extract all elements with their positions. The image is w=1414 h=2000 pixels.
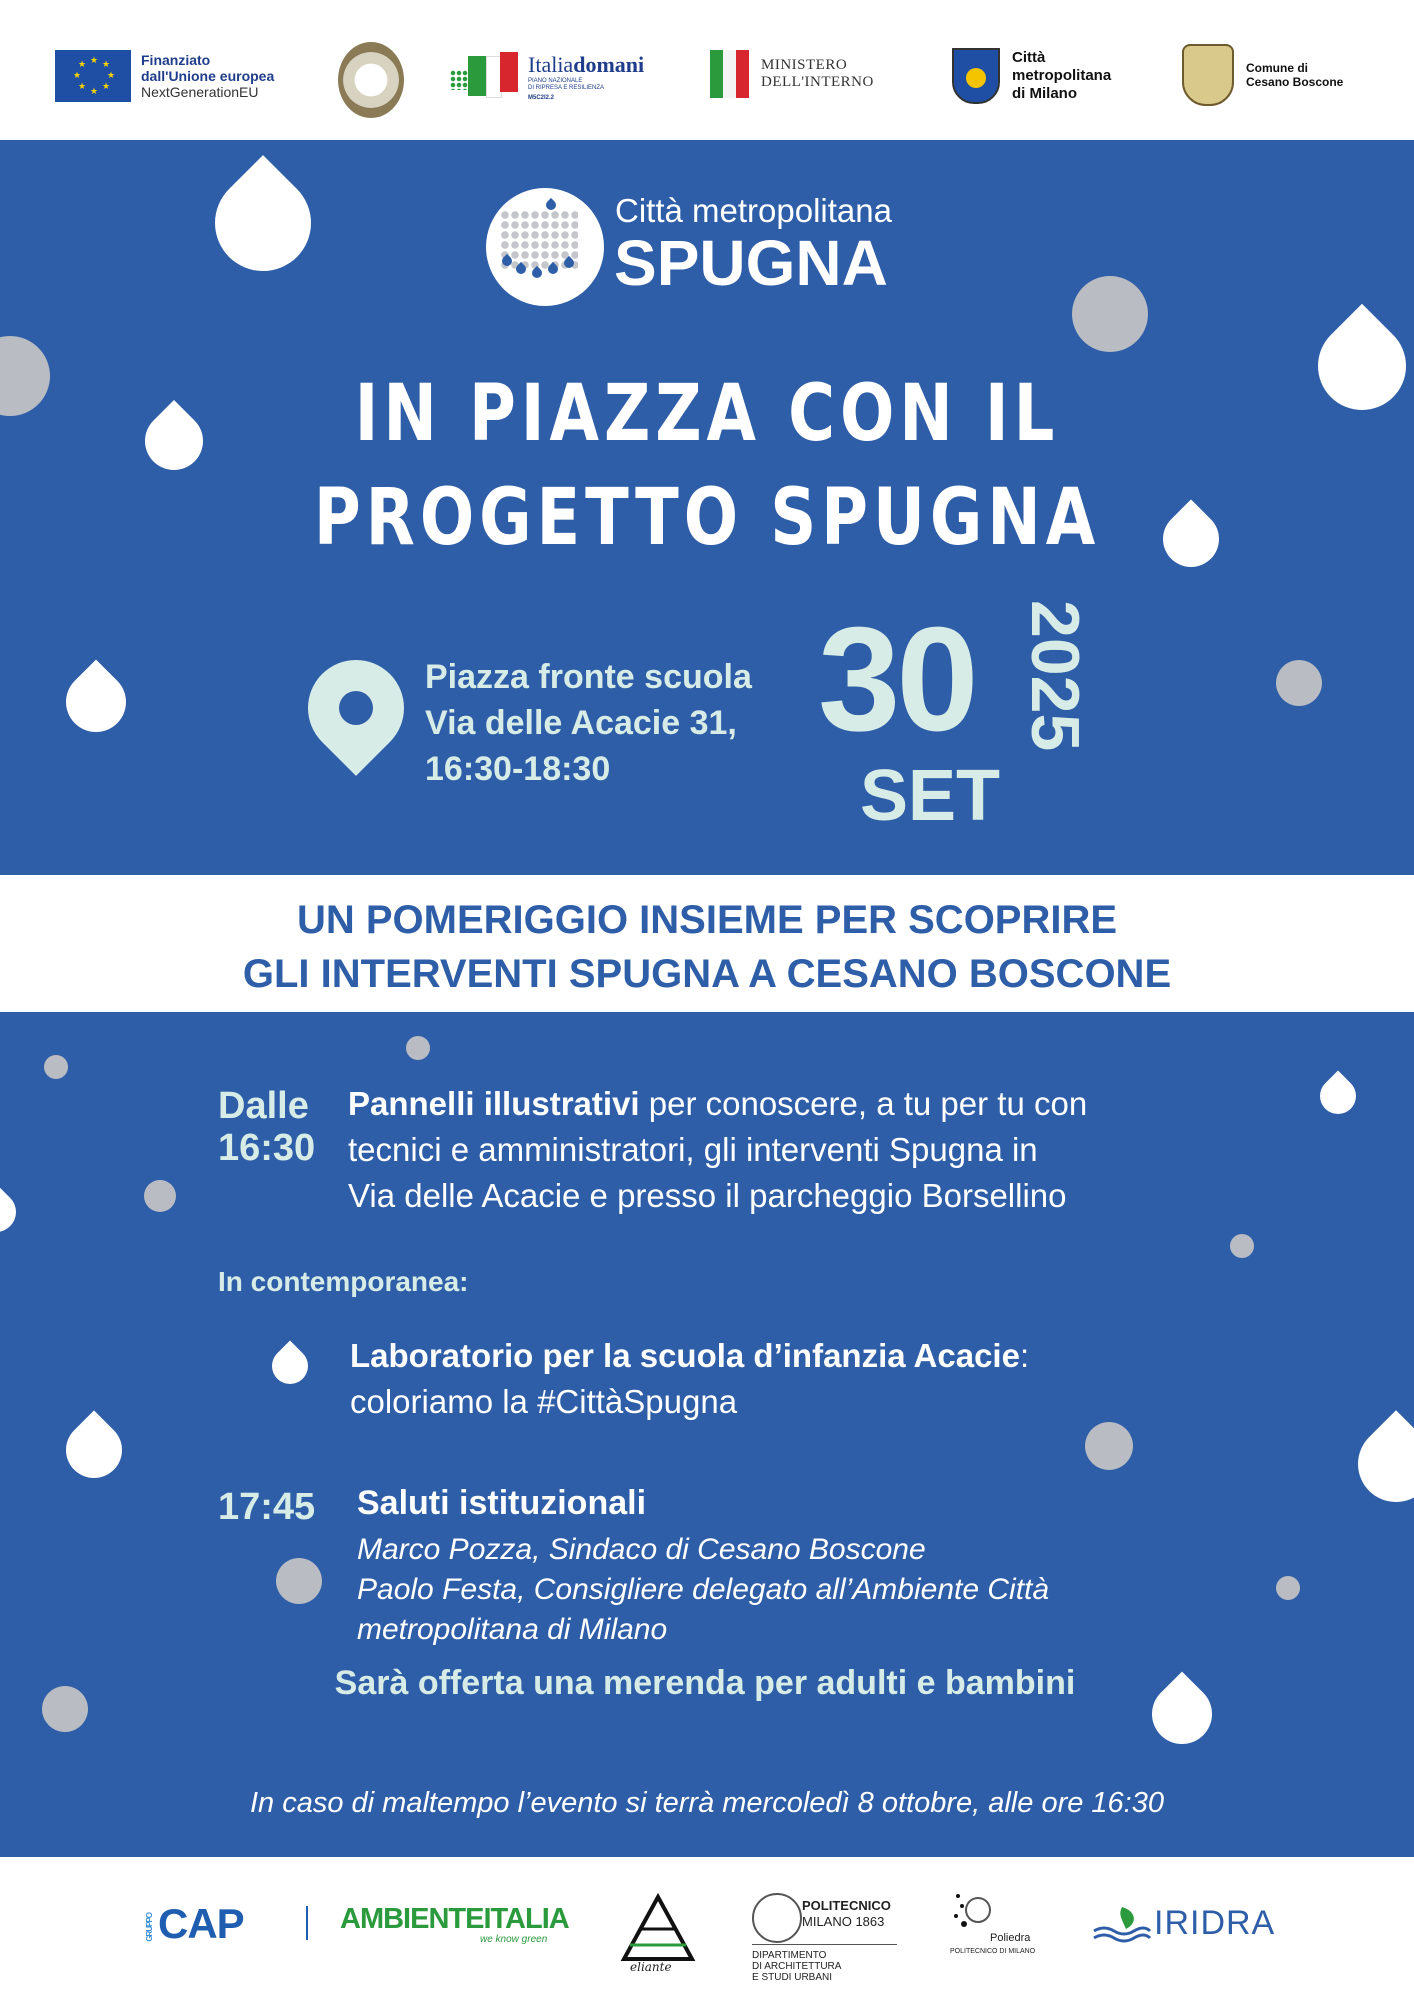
decor-dot (144, 1180, 176, 1212)
decor-dot (44, 1055, 68, 1079)
eu-logo (55, 50, 274, 102)
poli-sub2: DI ARCHITETTURA (752, 1961, 842, 1972)
cap-logo (145, 1900, 244, 1948)
eliante-icon (620, 1893, 696, 1965)
decor-dot (1085, 1422, 1133, 1470)
italian-republic-emblem (338, 42, 404, 118)
subtitle-line2: GLI INTERVENTI SPUGNA A CESANO BOSCONE (242, 952, 1172, 996)
poliedra-icon (952, 1890, 996, 1934)
page-title (127, 362, 1286, 570)
italian-flag-icon (710, 50, 749, 98)
italiadomani-brand-a: Italia (528, 52, 574, 77)
time1-line2: 16:30 (218, 1127, 316, 1169)
ambienteitalia-logo: AMBIENTEITALIA (340, 1903, 569, 1935)
item1-bold: Pannelli illustrativi (348, 1085, 640, 1122)
politecnico-logo (802, 1898, 891, 1930)
eu-label-line3: NextGenerationEU (141, 84, 259, 100)
comune-line1: Comune di (1246, 61, 1308, 75)
eu-flag-icon: ★ ★ ★ ★ ★ ★ ★ ★ (55, 50, 131, 102)
poli-line2: MILANO 1863 (802, 1914, 885, 1929)
item1-line2: tecnici e amministratori, gli interventi Spugna in (348, 1131, 1038, 1168)
event-month: SET (860, 756, 1001, 836)
item3-title: Saluti istituzionali (357, 1484, 647, 1522)
iridra-label: IRIDRA (1154, 1904, 1276, 1942)
politecnico-divider (752, 1944, 897, 1945)
poliedra-label: Poliedra (990, 1932, 1031, 1944)
citta-line3: di Milano (1012, 85, 1077, 102)
eu-label-line1: Finanziato (141, 52, 211, 68)
decor-dot (1276, 1576, 1300, 1600)
item2-colon: : (1019, 1337, 1030, 1374)
comune-cesano-logo (1182, 44, 1343, 106)
item2-line2: coloriamo la #CittàSpugna (350, 1383, 738, 1420)
time1-line1: Dalle (218, 1085, 309, 1127)
event-day: 30 (818, 597, 975, 762)
ambienteitalia-tagline: we know green (480, 1934, 548, 1945)
italiadomani-code: M5C2I2.2 (528, 95, 555, 101)
citta-metropolitana-logo (952, 48, 1111, 104)
event-year: 2025 (1017, 600, 1093, 752)
spugna-logo-icon (486, 188, 604, 306)
italiadomani-sub1: PIANO NAZIONALE (528, 78, 583, 84)
citta-line2: metropolitana (1012, 67, 1112, 84)
program-item-3-speakers (357, 1530, 1049, 1650)
place-line2: Via delle Acacie 31, (425, 704, 737, 742)
decor-dot (1072, 276, 1148, 352)
italiadomani-sub2: DI RIPRESA E RESILIENZA (528, 85, 605, 91)
italiadomani-brand-b: domani (573, 52, 645, 77)
header-logo-strip (0, 0, 1414, 140)
poli-sub1: DIPARTIMENTO (752, 1950, 827, 1961)
speaker-2-cont: metropolitana di Milano (357, 1613, 668, 1646)
decor-dot (406, 1036, 430, 1060)
decor-dot (276, 1558, 322, 1604)
program-item-2 (350, 1333, 1029, 1425)
eliante-label: eliante (630, 1960, 672, 1974)
politecnico-department (752, 1950, 841, 1983)
poli-line1: POLITECNICO (802, 1898, 891, 1913)
decor-dot (1276, 660, 1322, 706)
italiadomani-icon (450, 52, 520, 102)
project-name-line2: SPUGNA (614, 227, 888, 299)
project-name-line1: Città metropolitana (615, 192, 892, 229)
cap-tag: GRUPPO (145, 1912, 154, 1942)
place-line1: Piazza fronte scuola (425, 658, 752, 696)
decor-dot (1230, 1234, 1254, 1258)
subtitle (0, 893, 1414, 1001)
cap-label: CAP (158, 1900, 244, 1947)
concurrent-label: In contemporanea: (218, 1266, 469, 1297)
subtitle-line1: UN POMERIGGIO INSIEME PER SCOPRIRE (296, 898, 1118, 942)
partner-divider (306, 1906, 308, 1940)
item1-line3: Via delle Acacie e presso il parcheggio Borsellino (348, 1177, 1067, 1214)
poli-sub3: E STUDI URBANI (752, 1972, 833, 1983)
event-location (425, 654, 752, 792)
iridra-icon (1092, 1905, 1152, 1943)
item2-bold: Laboratorio per la scuola d’infanzia Acacie (350, 1337, 1020, 1374)
speaker-1: Marco Pozza, Sindaco di Cesano Boscone (357, 1533, 926, 1566)
speaker-2: Paolo Festa, Consigliere delegato all’Ambiente Città (357, 1573, 1050, 1606)
italiadomani-logo (450, 52, 644, 102)
republic-emblem-icon (338, 42, 404, 118)
comune-line2: Cesano Boscone (1246, 75, 1344, 89)
program-time-3: 17:45 (218, 1486, 316, 1528)
ministero-line1: MINISTERO (761, 57, 848, 73)
citta-metropolitana-shield-icon (952, 48, 1000, 104)
program-item-1 (348, 1081, 1087, 1219)
place-line3: 16:30-18:30 (425, 750, 611, 788)
ministero-line2: DELL'INTERNO (761, 74, 874, 90)
ministero-interno-logo (710, 50, 874, 98)
snack-note: Sarà offerta una merenda per adulti e bambini (334, 1664, 1076, 1702)
title-line1: IN PIAZZA CON IL (354, 369, 1060, 459)
item1-rest: per conoscere, a tu per tu con (639, 1085, 1088, 1122)
program-time-1 (218, 1085, 315, 1169)
politecnico-seal-icon (752, 1893, 802, 1943)
comune-crest-icon (1182, 44, 1234, 106)
eu-label-line2: dall'Unione europea (141, 68, 275, 84)
poliedra-sub: POLITECNICO DI MILANO (950, 1948, 1036, 1955)
citta-line1: Città (1012, 49, 1046, 66)
rain-note: In caso di maltempo l’evento si terrà mercoledì 8 ottobre, alle ore 16:30 (250, 1787, 1164, 1819)
title-line2: PROGETTO SPUGNA (313, 473, 1101, 563)
